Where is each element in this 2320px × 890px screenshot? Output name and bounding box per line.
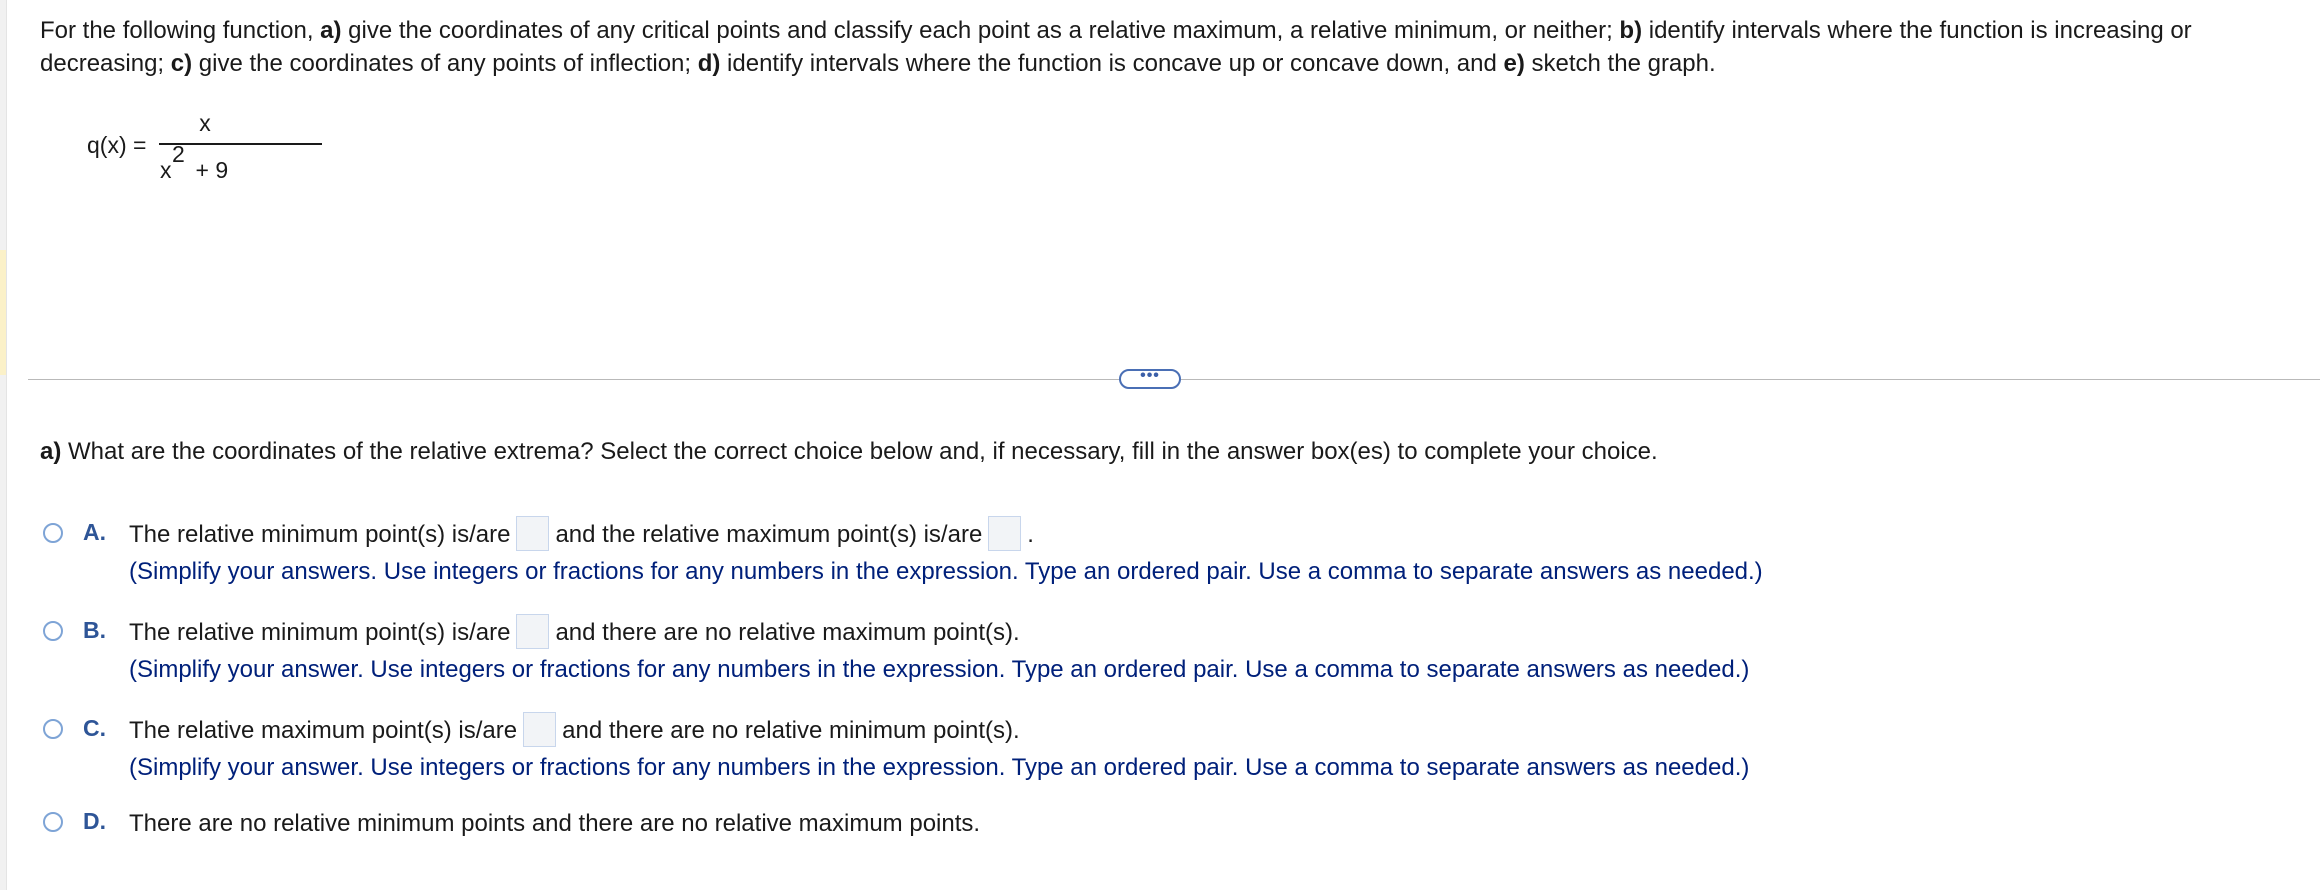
ellipsis-icon: ••• [1140, 367, 1160, 384]
radio-circle-icon[interactable] [43, 523, 63, 543]
denominator-exponent: 2 [172, 141, 185, 167]
part-c-label: c) [170, 50, 193, 77]
choice-text-middle: and the relative maximum point(s) is/are [555, 521, 983, 548]
choice-hint: (Simplify your answer. Use integers or fractions for any numbers in the expression. Type an ordered pair. Use a comma to separate answers as needed.) [129, 754, 1750, 781]
function-numerator: x [199, 110, 211, 136]
choice-text [129, 519, 1034, 551]
choice-letter: D. [83, 808, 106, 834]
instructions-text: identify intervals where the function is increasing or decreasing; [40, 17, 2192, 77]
radio-circle-icon[interactable] [43, 812, 63, 832]
left-margin-rule [0, 0, 7, 890]
part-b-label: b) [1619, 17, 1643, 44]
choice-letter: B. [83, 617, 106, 643]
choice-text-after: and there are no relative maximum point(s). [555, 619, 1020, 646]
question-text: What are the coordinates of the relative extrema? Select the correct choice below and, if necessary, fill in the answer box(es) to complete your choice. [61, 438, 1658, 465]
choice-text-after: . [1027, 521, 1034, 548]
radio-circle-icon[interactable] [43, 621, 63, 641]
instructions-text: give the coordinates of any critical points and classify each point as a relative maximum, a relative minimum, or neither; [341, 17, 1620, 44]
relative-minimum-answer-box[interactable] [516, 614, 549, 649]
question-part-label: a) [40, 438, 62, 465]
part-d-label: d) [697, 50, 721, 77]
problem-instructions [40, 14, 2290, 80]
left-margin-highlight [0, 250, 6, 375]
choice-text: There are no relative minimum points and there are no relative maximum points. [129, 810, 981, 837]
part-e-label: e) [1503, 50, 1525, 77]
relative-maximum-answer-box[interactable] [988, 516, 1021, 551]
choice-letter: A. [83, 519, 106, 545]
choice-text-before: The relative minimum point(s) is/are [129, 619, 511, 646]
choice-text [129, 715, 1020, 747]
function-denominator [160, 141, 229, 184]
instructions-text: sketch the graph. [1524, 50, 1716, 77]
radio-circle-icon[interactable] [43, 719, 63, 739]
choice-text-before: The relative maximum point(s) is/are [129, 717, 518, 744]
instructions-text: identify intervals where the function is concave up or concave down, and [720, 50, 1504, 77]
relative-maximum-answer-box[interactable] [523, 712, 556, 747]
relative-minimum-answer-box[interactable] [516, 516, 549, 551]
function-lhs: q(x) = [87, 132, 147, 158]
instructions-text: give the coordinates of any points of inflection; [192, 50, 698, 77]
expand-more-button[interactable] [1119, 369, 1181, 389]
choice-letter: C. [83, 715, 106, 741]
denominator-rest: + 9 [195, 157, 229, 183]
choice-hint: (Simplify your answers. Use integers or fractions for any numbers in the expression. Type an ordered pair. Use a comma to separate answers as needed.) [129, 558, 1763, 585]
choice-text-after: and there are no relative minimum point(s). [562, 717, 1020, 744]
choice-text [129, 617, 1020, 649]
denominator-base: x [160, 157, 172, 183]
part-a-label: a) [320, 17, 342, 44]
choice-hint: (Simplify your answer. Use integers or fractions for any numbers in the expression. Type an ordered pair. Use a comma to separate answers as needed.) [129, 656, 1750, 683]
question-prompt [40, 438, 1658, 466]
choice-text-before: The relative minimum point(s) is/are [129, 521, 511, 548]
instructions-text: For the following function, [40, 17, 321, 44]
